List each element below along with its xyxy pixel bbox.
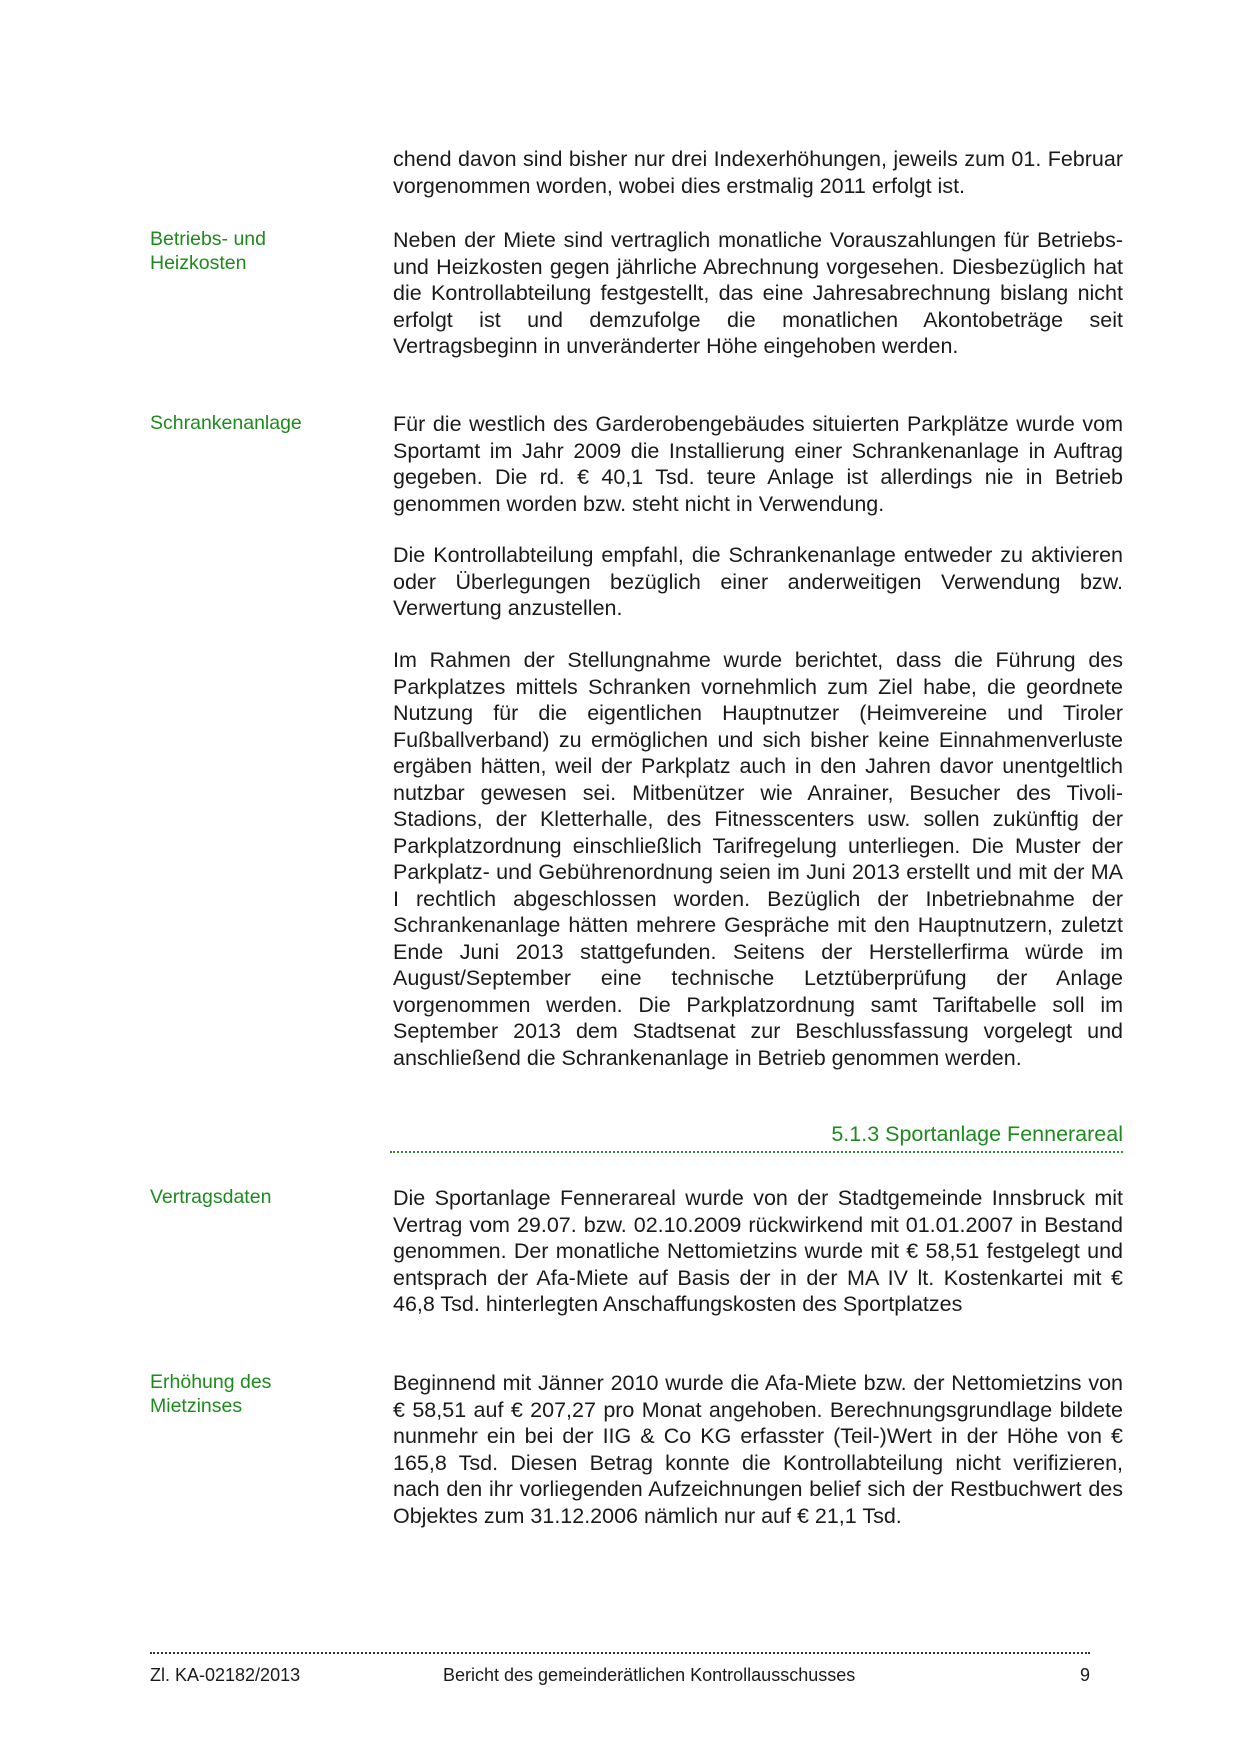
margin-label-vertragsdaten: Vertragsdaten [150,1186,272,1208]
section-heading-rule [390,1151,1123,1153]
paragraph-betriebskosten: Neben der Miete sind vertraglich monatliche Vorauszahlungen für Betriebs- und Heizkosten gegen jährliche Abrechnung vorgesehen. Diesbezüglich hat die Kontrollabteilung festgestellt, das eine Jahresabrechnung bislang nicht erfolgt ist und demzufolge die monatlichen Akontobeträge seit Vertragsbeginn in unveränderter Höhe eingehoben werden. [393,228,1123,358]
paragraph-stellungnahme: Im Rahmen der Stellungnahme wurde berichtet, dass die Führung des Parkplatzes mittels Schranken vornehmlich zum Ziel habe, die geordnete Nutzung für die eigentlichen Hauptnutzer (Heimvereine und Tiroler Fußballverband) zu ermöglichen und sich bisher keine Einnahmenverluste ergäben hätten, weil der Parkplatz auch in den Jahren davor unentgeltlich nutzbar gewesen sei. Mitbenützer wie Anrainer, Besucher des Tivoli-Stadions, der Kletterhalle, des Fitnesscenters usw. sollen zukünftig der Parkplatzordnung einschließlich Tarifregelung unterliegen. Die Muster der Parkplatz- und Gebührenordnung seien im Juni 2013 erstellt und mit der MA I rechtlich abgeschlossen worden. Bezüglich der Inbetriebnahme der Schrankenanlage hätten mehrere Gespräche mit den Hauptnutzern, zuletzt Ende Juni 2013 stattgefunden. Seitens der Herstellerfirma würde im August/September eine technische Letztüberprüfung der Anlage vorgenommen werden. Die Parkplatzordnung samt Tariftabelle soll im September 2013 dem Stadtsenat zur Beschlussfassung vorgelegt und anschließend die Schrankenanlage in Betrieb genommen werden. [393,648,1123,1070]
margin-label-erhoehung [150,1370,360,1418]
margin-label-line: Mietzinses [150,1395,243,1417]
paragraph-empfehlung: Die Kontrollabteilung empfahl, die Schrankenanlage entweder zu aktivieren oder Überlegungen bezüglich einer anderweitigen Verwendung bzw. Verwertung anzustellen. [393,543,1123,620]
margin-label-betriebskosten [150,227,360,275]
paragraph-erhoehung: Beginnend mit Jänner 2010 wurde die Afa-Miete bzw. der Nettomietzins von € 58,51 auf € 207,27 pro Monat angehoben. Berechnungsgrundlage bildete nunmehr ein bei der IIG & Co KG erfasster (Teil-)Wert in der Höhe von € 165,8 Tsd. Diesen Betrag konnte die Kontrollabteilung nicht verifizieren, nach den ihr vorliegenden Aufzeichnungen belief sich der Restbuchwert des Objektes zum 31.12.2006 nämlich nur auf € 21,1 Tsd. [393,1371,1123,1528]
section-heading: 5.1.3 Sportanlage Fennerareal [831,1122,1123,1146]
paragraph-continuation: chend davon sind bisher nur drei Indexerhöhungen, jeweils zum 01. Februar vorgenommen worden, wobei dies erstmalig 2011 erfolgt ist. [393,147,1123,198]
footer-title: Bericht des gemeinderätlichen Kontrollausschusses [443,1665,856,1685]
footer-reference: Zl. KA-02182/2013 [150,1665,301,1685]
margin-label-line: Heizkosten [150,252,247,274]
margin-label-schrankenanlage: Schrankenanlage [150,412,302,434]
margin-label-line: Betriebs- und [150,228,266,250]
margin-label-line: Erhöhung des [150,1371,272,1393]
footer-rule [150,1652,1090,1654]
paragraph-vertragsdaten: Die Sportanlage Fennerareal wurde von der Stadtgemeinde Innsbruck mit Vertrag vom 29.07. bzw. 02.10.2009 rückwirkend mit 01.01.2007 in Bestand genommen. Der monatliche Nettomietzins wurde mit € 58,51 festgelegt und entsprach der Afa-Miete auf Basis der in der MA IV lt. Kostenkartei mit € 46,8 Tsd. hinterlegten Anschaffungskosten des Sportplatzes [393,1186,1123,1316]
paragraph-schrankenanlage: Für die westlich des Garderobengebäudes situierten Parkplätze wurde vom Sportamt im Jahr 2009 die Installierung einer Schrankenanlage in Auftrag gegeben. Die rd. € 40,1 Tsd. teure Anlage ist allerdings nie in Betrieb genommen worden bzw. steht nicht in Verwendung. [393,412,1123,516]
footer-page-number: 9 [1079,1665,1090,1685]
